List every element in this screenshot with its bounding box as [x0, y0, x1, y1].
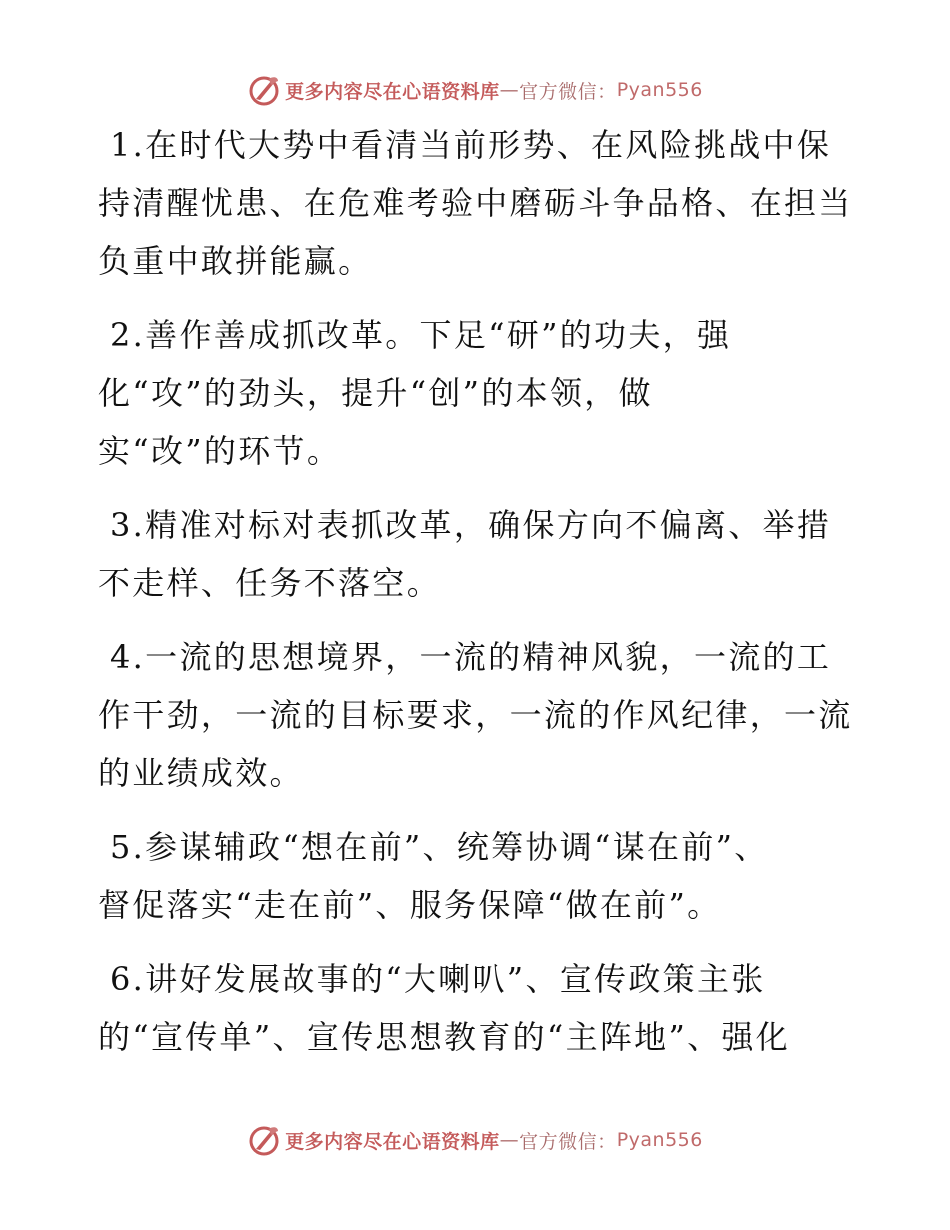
watermark-dash: — — [499, 1129, 520, 1151]
paragraph-line: 督促落实“走在前”、服务保障“做在前”。 — [98, 886, 722, 924]
watermark-dash: — — [499, 79, 520, 101]
watermark-wechat-label: 官方微信： — [519, 80, 617, 103]
paragraph-text: 善作善成抓改革。下足“研”的功夫，强 — [145, 316, 732, 354]
paragraph-5 — [98, 818, 858, 934]
watermark-wechat-label: 官方微信： — [519, 1130, 617, 1153]
paragraph-line: 实“改”的环节。 — [98, 432, 342, 470]
paragraph-line — [98, 950, 858, 1008]
paragraph-number: 4. — [110, 638, 146, 676]
watermark-wechat-id: Pyan556 — [616, 1129, 703, 1151]
header-watermark — [0, 70, 950, 110]
paragraph-line: 的业绩成效。 — [98, 754, 304, 792]
paragraph-text: 在时代大势中看清当前形势、在风险挑战中保 — [145, 126, 832, 164]
paragraph-text: 一流的思想境界，一流的精神风貌，一流的工 — [145, 638, 832, 676]
paragraph-1 — [98, 116, 858, 290]
paragraph-number: 1. — [110, 126, 146, 164]
quill-pen-icon — [247, 73, 281, 107]
paragraph-line: 持清醒忧患、在危难考验中磨砺斗争品格、在担当 — [98, 184, 853, 222]
paragraph-number: 6. — [110, 960, 146, 998]
paragraph-line: 的“宣传单”、宣传思想教育的“主阵地”、强化 — [98, 1018, 791, 1056]
paragraph-number: 3. — [110, 506, 146, 544]
paragraph-line — [98, 818, 858, 876]
paragraph-3 — [98, 496, 858, 612]
quill-pen-icon — [247, 1123, 281, 1157]
paragraph-4 — [98, 628, 858, 802]
paragraph-line: 作干劲，一流的目标要求，一流的作风纪律，一流 — [98, 696, 853, 734]
paragraph-line — [98, 306, 858, 364]
paragraph-line: 化“攻”的劲头，提升“创”的本领，做 — [98, 374, 653, 412]
watermark-wechat-id: Pyan556 — [616, 79, 703, 101]
paragraph-line — [98, 116, 858, 174]
paragraph-6 — [98, 950, 858, 1066]
footer-watermark — [0, 1120, 950, 1160]
paragraph-2 — [98, 306, 858, 480]
paragraph-text: 精准对标对表抓改革，确保方向不偏离、举措 — [145, 506, 832, 544]
document-body — [98, 116, 858, 1082]
paragraph-number: 5. — [110, 828, 146, 866]
paragraph-line — [98, 628, 858, 686]
paragraph-line — [98, 496, 858, 554]
paragraph-text: 参谋辅政“想在前”、统筹协调“谋在前”、 — [145, 828, 769, 866]
watermark-main-text: 更多内容尽在心语资料库 — [285, 80, 500, 103]
paragraph-text: 讲好发展故事的“大喇叭”、宣传政策主张 — [145, 960, 766, 998]
paragraph-line: 不走样、任务不落空。 — [98, 564, 442, 602]
paragraph-number: 2. — [110, 316, 146, 354]
paragraph-line: 负重中敢拼能赢。 — [98, 242, 373, 280]
watermark-main-text: 更多内容尽在心语资料库 — [285, 1130, 500, 1153]
